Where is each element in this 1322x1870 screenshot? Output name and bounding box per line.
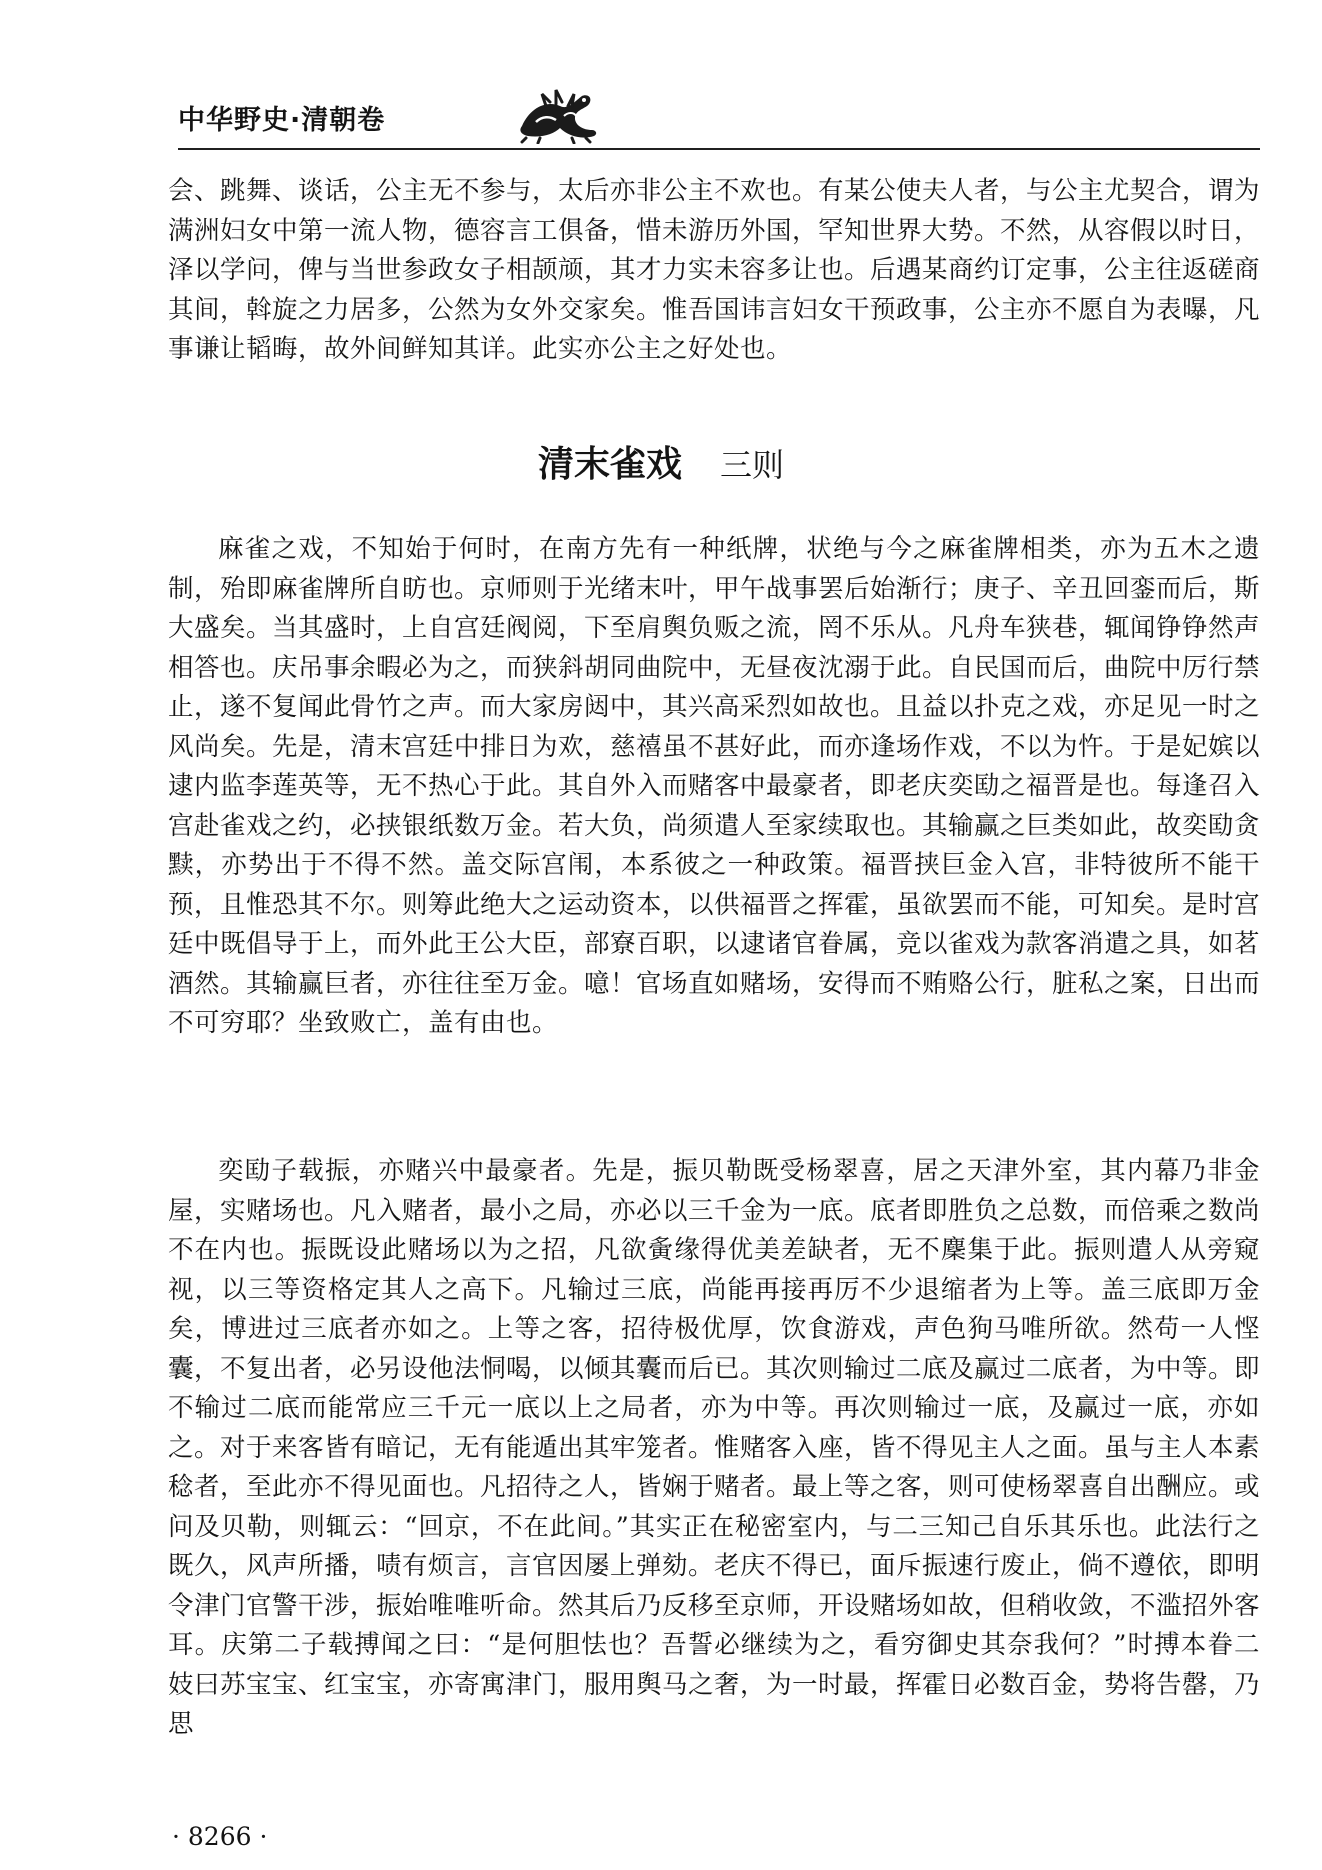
body-paragraph: 奕劻子载振，亦赌兴中最豪者。先是，振贝勒既受杨翠喜，居之天津外室，其内幕乃非金屋，实赌场也。凡入赌者，最小之局，亦必以三千金为一底。底者即胜负之总数，而倍乘之数尚不在内也。振既设此赌场以为之招，凡欲夤缘得优美差缺者，无不麇集于此。振则遣人从旁窥视，以三等资格定其人之高下。凡输过三底，尚能再接再厉不少退缩者为上等。盖三底即万金矣，博进过三底者亦如之。上等之客，招待极优厚，饮食游戏，声色狗马唯所欲。然苟一人悭囊，不复出者，必另设他法恫喝，以倾其囊而后已。其次则输过二底及赢过二底者，为中等。即不输过二底而能常应三千元一底以上之局者，亦为中等。再次则输过一底，及赢过一底，亦如之。对于来客皆有暗记，无有能遁出其牢笼者。惟赌客入座，皆不得见主人之面。虽与主人本素稔者，至此亦不得见面也。凡招待之人，皆娴于赌者。最上等之客，则可使杨翠喜自出酬应。或问及贝勒，则辄云：“回京，不在此间。”其实正在秘密室内，与二三知己自乐其乐也。此法行之既久，风声所播，啧有烦言，言官因屡上弹劾。老庆不得已，面斥振速行废止，倘不遵依，即明令津门官警干涉，振始唯唯听命。然其后乃反移至京师，开设赌场如故，但稍收敛，不滥招外客耳。庆第二子载搏闻之曰：“是何胆怯也？吾誓必继续为之，看穷御史其奈我何？”时搏本眷二妓曰苏宝宝、红宝宝，亦寄寓津门，服用舆马之奢，为一时最，挥霍日必数百金，势将告罄，乃思 xyxy=(168,1156,1261,1739)
section-title: 清末雀戏 xyxy=(537,443,682,485)
book-title: 中华野史·清朝卷 xyxy=(178,105,386,136)
section-subtitle: 三则 xyxy=(720,446,785,484)
header-divider xyxy=(178,148,1260,150)
body-paragraph-continued: 会、跳舞、谈话，公主无不参与，太后亦非公主不欢也。有某公使夫人者，与公主尤契合，谓为满洲妇女中第一流人物，德容言工俱备，惜未游历外国，罕知世界大势。不然，从容假以时日，泽以学问，俾与当世参政女子相颉颃，其才力实未容多让也。后遇某商约订定事，公主往返磋商其间，斡旋之力居多，公然为女外交家矣。惟吾国讳言妇女干预政事，公主亦不愿自为表曝，凡事谦让韬晦，故外间鲜知其详。此实亦公主之好处也。 xyxy=(168,176,1261,364)
section-heading xyxy=(0,436,1322,487)
running-header xyxy=(178,92,1258,142)
page-number: · 8266 · xyxy=(172,1822,268,1851)
body-paragraph: 麻雀之戏，不知始于何时，在南方先有一种纸牌，状绝与今之麻雀牌相类，亦为五木之遗制，殆即麻雀牌所自昉也。京师则于光绪末叶，甲午战事罢后始渐行；庚子、辛丑回銮而后，斯大盛矣。当其盛时，上自宫廷阀阅，下至肩舆负贩之流，罔不乐从。凡舟车狭巷，辄闻铮铮然声相答也。庆吊事余暇必为之，而狭斜胡同曲院中，无昼夜沈溺于此。自民国而后，曲院中厉行禁止，遂不复闻此骨竹之声。而大家房闼中，其兴高采烈如故也。且益以扑克之戏，亦足见一时之风尚矣。先是，清末宫廷中排日为欢，慈禧虽不甚好此，而亦逢场作戏，不以为忤。于是妃嫔以逮内监李莲英等，无不热心于此。其自外入而赌客中最豪者，即老庆奕劻之福晋是也。每逢召入宫赴雀戏之约，必挟银纸数万金。若大负，尚须遣人至家续取也。其输赢之巨类如此，故奕劻贪黩，亦势出于不得不然。盖交际宫闱，本系彼之一种政策。福晋挟巨金入宫，非特彼所不能干预，且惟恐其不尔。则筹此绝大之运动资本，以供福晋之挥霍，虽欲罢而不能，可知矣。是时宫廷中既倡导于上，而外此王公大臣，部寮百职，以逮诸官眷属，竞以雀戏为款客消遣之具，如茗酒然。其输赢巨者，亦往往至万金。噫！官场直如赌场，安得而不贿赂公行，脏私之案，日出而不可穷耶？坐致败亡，盖有由也。 xyxy=(168,534,1261,1038)
dragon-emblem-icon xyxy=(516,86,602,144)
